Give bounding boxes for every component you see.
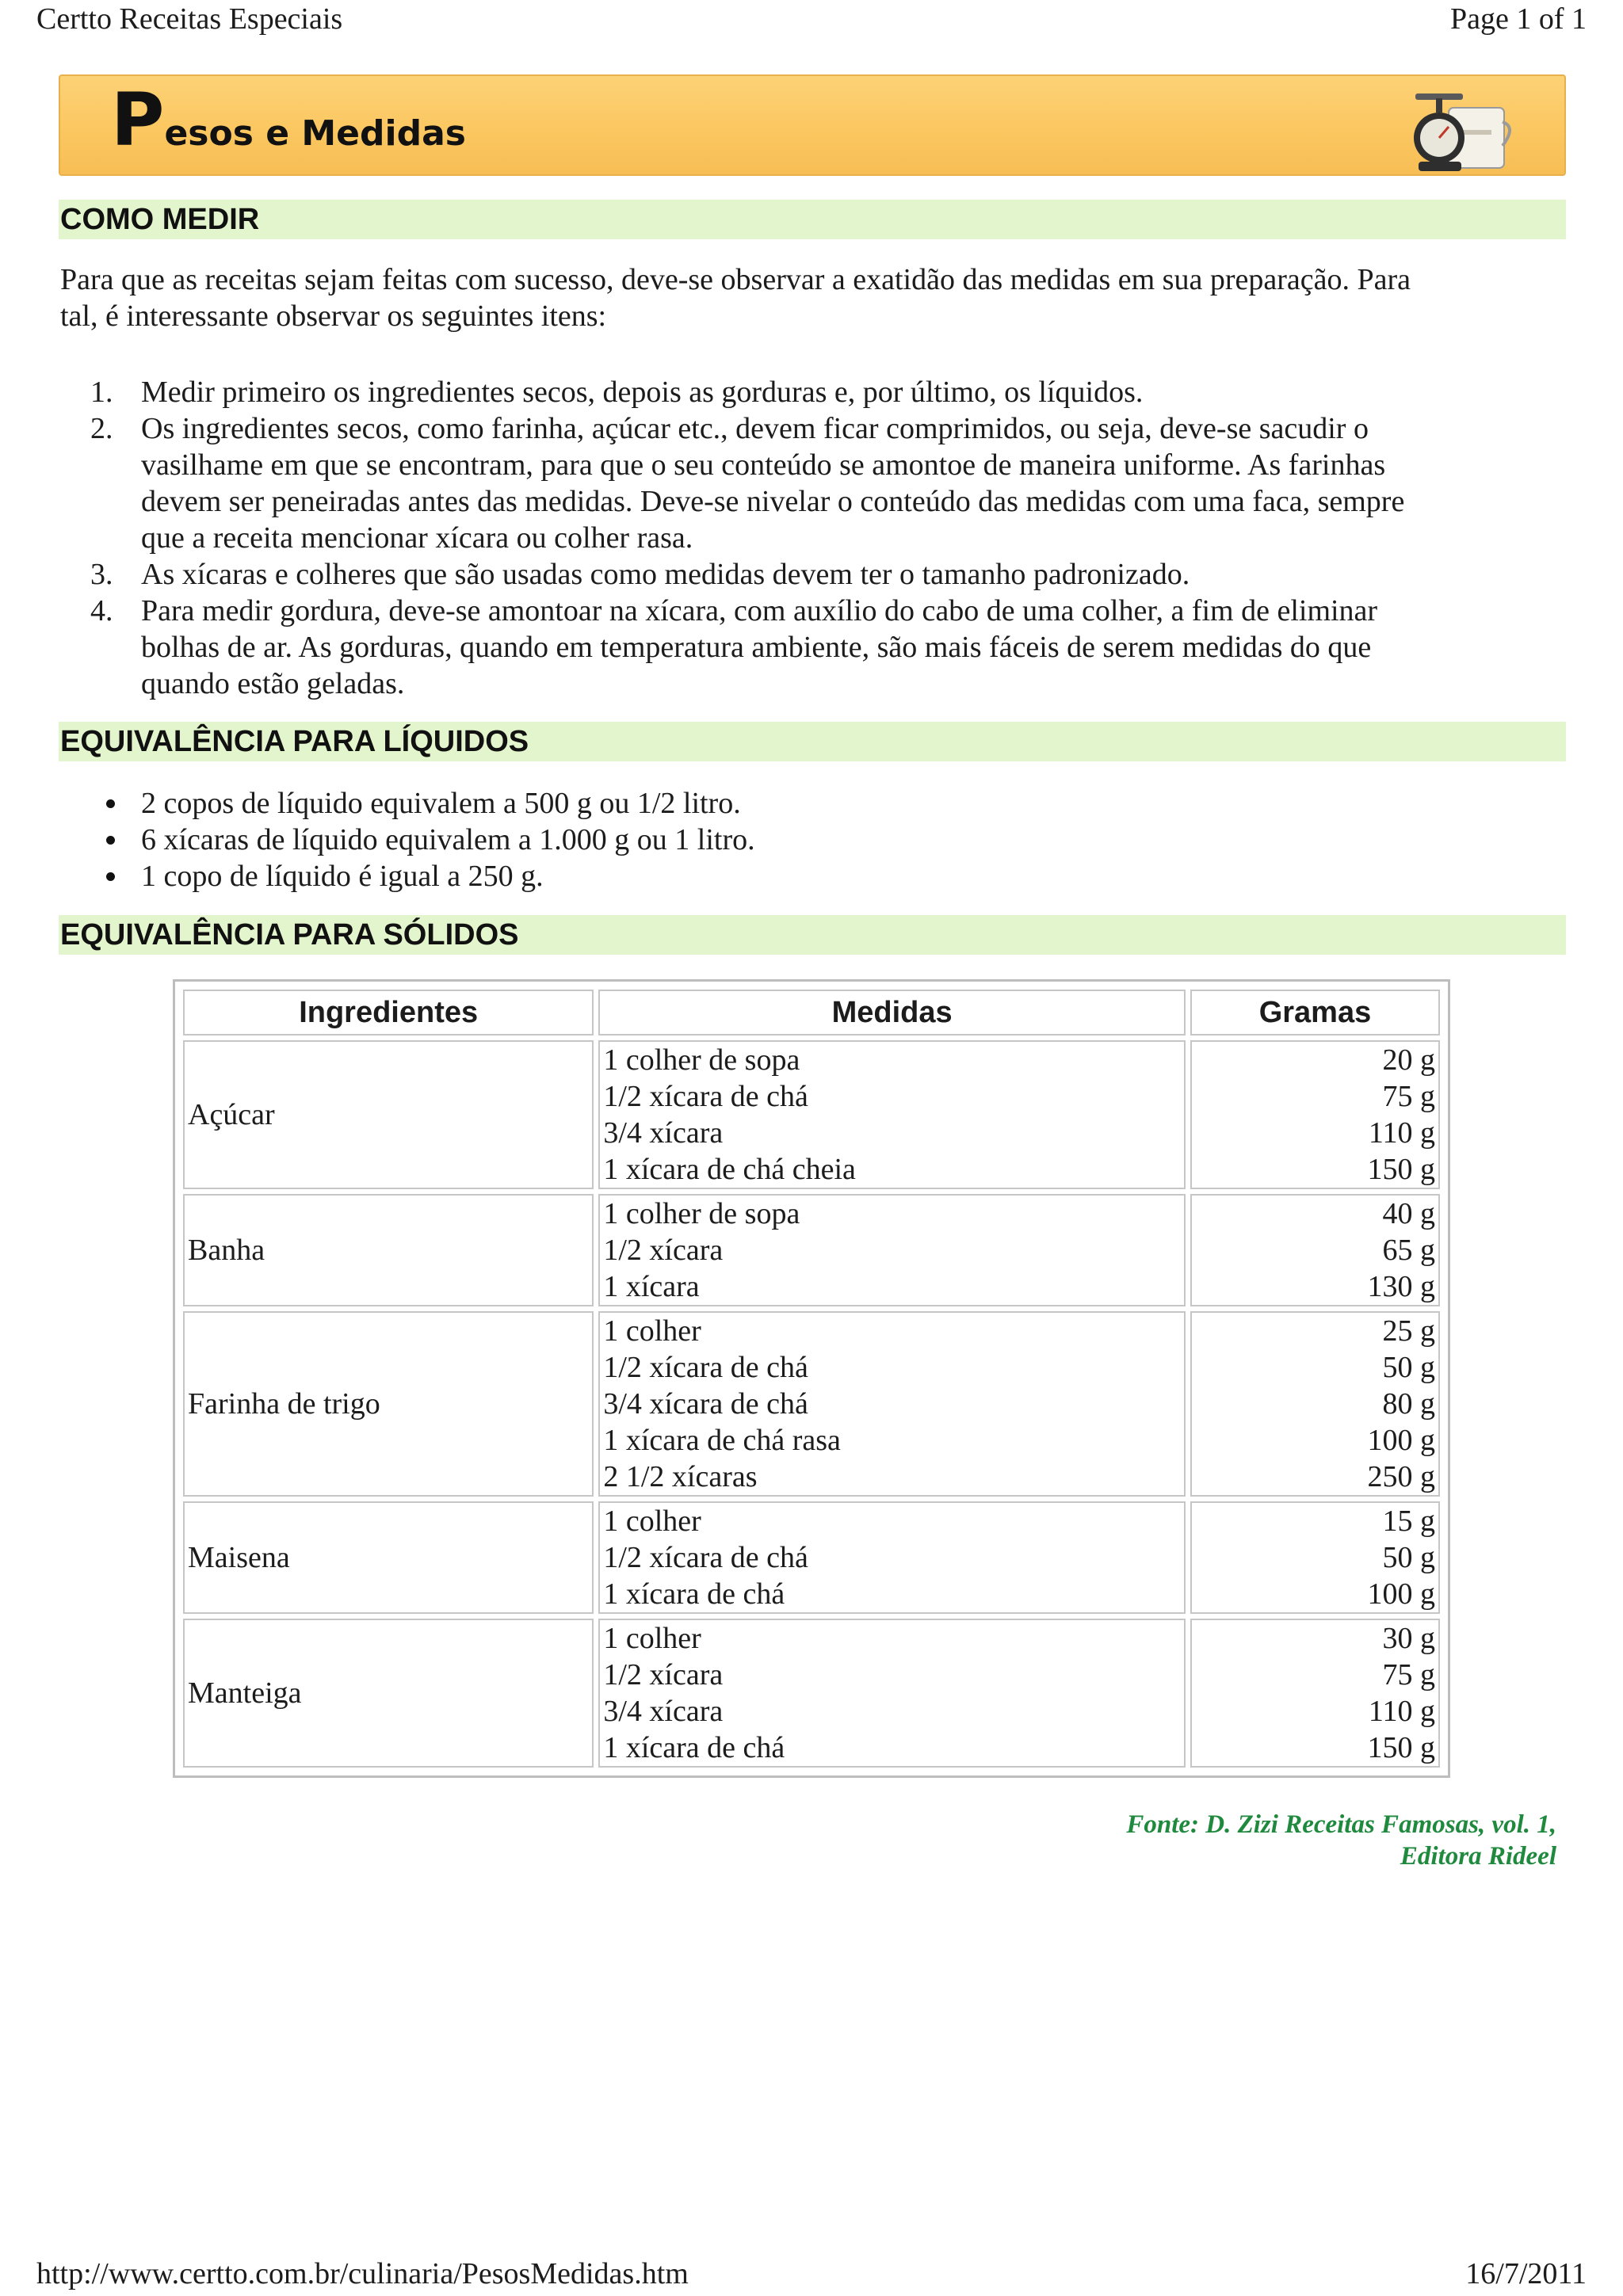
gramas-cell: 40 g 65 g 130 g (1190, 1194, 1440, 1306)
intro-paragraph (60, 261, 1550, 334)
gramas-cell: 30 g 75 g 110 g 150 g (1190, 1619, 1440, 1768)
print-header (36, 2, 1587, 36)
gramas-cell: 15 g 50 g 100 g (1190, 1501, 1440, 1614)
list-item: 1. Medir primeiro os ingredientes secos, depois as gorduras e, por último, os líquidos. (90, 376, 1144, 409)
list-item: 3. As xícaras e colheres que são usadas como medidas devem ter o tamanho padronizado. (90, 558, 1190, 591)
gramas-cell: 25 g 50 g 80 g 100 g 250 g (1190, 1311, 1440, 1497)
print-footer-url: http://www.certto.com.br/culinaria/PesosMedidas.htm (36, 2257, 689, 2290)
print-footer (36, 2256, 1587, 2291)
ingredient-cell: Manteiga (183, 1619, 594, 1768)
page-title (111, 78, 466, 162)
ingredient-cell: Banha (183, 1194, 594, 1306)
table-header-row (183, 990, 1440, 1035)
ingredient-cell: Açúcar (183, 1040, 594, 1189)
bullet-icon (106, 872, 115, 881)
list-item: 1 copo de líquido é igual a 250 g. (60, 858, 1558, 894)
column-header-medidas: Medidas (598, 990, 1186, 1035)
medidas-cell: 1 colher de sopa 1/2 xícara 1 xícara (598, 1194, 1186, 1306)
gramas-cell: 20 g 75 g 110 g 150 g (1190, 1040, 1440, 1189)
source-credit (1126, 1809, 1556, 1872)
medidas-cell: 1 colher 1/2 xícara de chá 3/4 xícara de chá 1 xícara de chá rasa 2 1/2 xícaras (598, 1311, 1186, 1497)
ingredient-cell: Maisena (183, 1501, 594, 1614)
source-line: Fonte: D. Zizi Receitas Famosas, vol. 1, (1126, 1810, 1556, 1839)
bullet-icon (106, 836, 115, 845)
list-item: 4. Para medir gordura, deve-se amontoar na xícara, com auxílio do cabo de uma colher, a fim de eliminar bolhas de ar. As gorduras, quando em temperatura ambiente, são mais fáceis de serem medidas do que quando estão geladas. (90, 594, 1378, 700)
page-title-rest: esos e Medidas (164, 113, 466, 154)
solids-table-frame (173, 979, 1450, 1778)
table-row (183, 1040, 1440, 1189)
solids-table (178, 985, 1445, 1772)
section-heading-como-medir: COMO MEDIR (59, 200, 1566, 239)
list-item: 6 xícaras de líquido equivalem a 1.000 g ou 1 litro. (60, 822, 1558, 858)
page-banner (59, 74, 1566, 176)
bullet-icon (106, 799, 115, 808)
table-row (183, 1501, 1440, 1614)
column-header-gramas: Gramas (1190, 990, 1440, 1035)
liquid-equivalence-list (60, 785, 1558, 894)
table-row (183, 1194, 1440, 1306)
page-title-initial: P (111, 78, 165, 162)
kitchen-scale-icon (1401, 76, 1520, 176)
column-header-ingredientes: Ingredientes (183, 990, 594, 1035)
medidas-cell: 1 colher de sopa 1/2 xícara de chá 3/4 xícara 1 xícara de chá cheia (598, 1040, 1186, 1189)
source-line: Editora Rideel (1400, 1842, 1556, 1871)
list-item: 2 copos de líquido equivalem a 500 g ou 1/2 litro. (60, 785, 1558, 822)
list-item: 2. Os ingredientes secos, como farinha, açúcar etc., devem ficar comprimidos, ou seja, deve-se sacudir o vasilhame em que se encontram, para que o seu conteúdo se amontoe de maneira uniforme. As farinhas devem ser peneiradas antes das medidas. Deve-se nivelar o conteúdo das medidas com uma faca, sempre que a receita mencionar xícara ou colher rasa. (90, 412, 1405, 555)
print-header-site: Certto Receitas Especiais (36, 2, 343, 36)
print-header-page: Page 1 of 1 (1449, 2, 1587, 36)
section-heading-solidos: EQUIVALÊNCIA PARA SÓLIDOS (59, 915, 1566, 955)
intro-line: tal, é interessante observar os seguintes itens: (60, 299, 607, 333)
section-heading-liquidos: EQUIVALÊNCIA PARA LÍQUIDOS (59, 722, 1566, 761)
table-row (183, 1619, 1440, 1768)
ingredient-cell: Farinha de trigo (183, 1311, 594, 1497)
medidas-cell: 1 colher 1/2 xícara 3/4 xícara 1 xícara de chá (598, 1619, 1186, 1768)
medidas-cell: 1 colher 1/2 xícara de chá 1 xícara de chá (598, 1501, 1186, 1614)
table-row (183, 1311, 1440, 1497)
measuring-steps-list (60, 374, 1558, 702)
intro-line: Para que as receitas sejam feitas com sucesso, deve-se observar a exatidão das medidas em sua preparação. Para (60, 263, 1411, 296)
print-footer-date: 16/7/2011 (1465, 2257, 1587, 2290)
